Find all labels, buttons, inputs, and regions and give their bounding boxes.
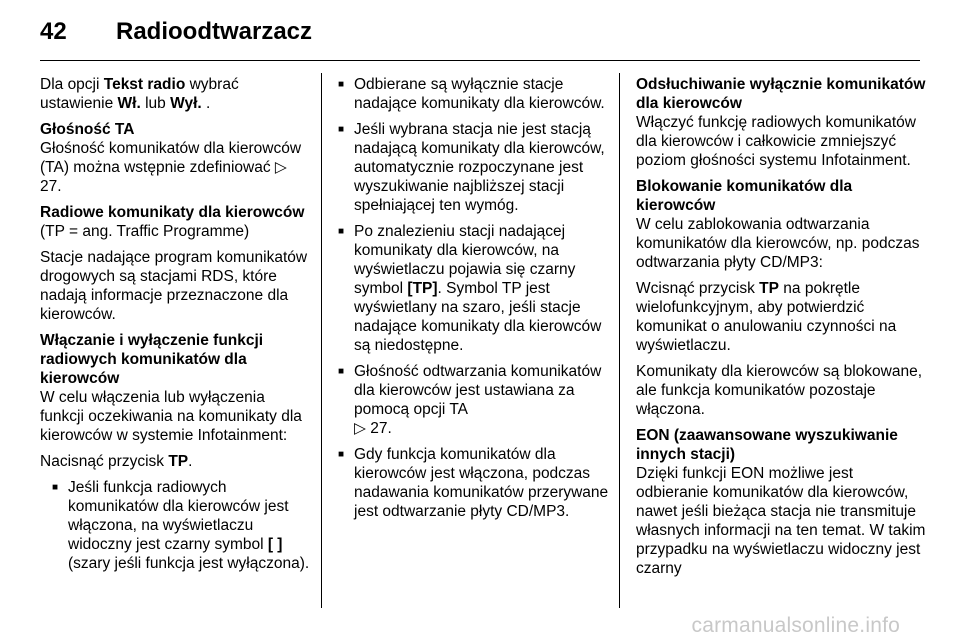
list-item: ■ Głośność odtwarzania komunikatów dla kierowców jest ustawiana za pomocą opcji TA ▷ 27. <box>338 362 610 438</box>
section-heading: EON (zaawansowane wyszukiwanie innych stacji) <box>636 427 898 463</box>
paragraph: (TP = ang. Traffic Programme) <box>40 223 250 240</box>
paragraph: Włączyć funkcję radiowych komunikatów dla kierowców i całkowicie zmniejszyć poziom głośności systemu Infotainment. <box>636 114 916 169</box>
paragraph: Wcisnąć przycisk TP na pokrętle wielofunkcyjnym, aby potwierdzić komunikat o anulowaniu czynności na wyświetlaczu. <box>636 280 897 354</box>
paragraph: Dla opcji Tekst radio wybrać ustawienie Wł. lub Wył. . <box>40 76 239 112</box>
paragraph: Stacje nadające program komunikatów drogowych są stacjami RDS, które nadają informacje przeznaczone dla kierowców. <box>40 249 308 323</box>
column-divider <box>321 73 322 608</box>
section-heading: Radiowe komunikaty dla kierowców <box>40 204 305 221</box>
column-1 <box>40 75 310 580</box>
list-item: ■ Odbierane są wyłącznie stacje nadające komunikaty dla kierowców. <box>338 75 610 113</box>
page-reference-arrow-icon: ▷ <box>274 159 287 176</box>
paragraph: W celu zablokowania odtwarzania komunikatów dla kierowców, np. podczas odtwarzania płyty CD/MP3: <box>636 216 920 271</box>
section-heading: Głośność TA <box>40 121 135 138</box>
page-header <box>40 14 312 50</box>
paragraph: Komunikaty dla kierowców są blokowane, ale funkcja komunikatów pozostaje włączona. <box>636 363 923 418</box>
page-reference-arrow-icon: ▷ <box>354 420 366 437</box>
page-title: Radioodtwarzacz <box>116 18 313 45</box>
section-heading: Włączanie i wyłączenie funkcji radiowych komunikatów dla kierowców <box>40 332 264 387</box>
section-heading: Blokowanie komunikatów dla kierowców <box>636 178 853 214</box>
column-2 <box>338 75 610 528</box>
paragraph: Nacisnąć przycisk TP. <box>40 453 193 470</box>
paragraph: Dzięki funkcji EON możliwe jest odbieranie komunikatów dla kierowców, nawet jeśli bieżąca stacja nie transmituje własnych informacji na ten temat. W takim przypadku na wyświetlaczu widoczny jest czarny <box>636 465 926 577</box>
section-heading: Odsłuchiwanie wyłącznie komunikatów dla kierowców <box>636 76 926 112</box>
list-item: ■ Jeśli funkcja radiowych komunikatów dla kierowców jest włączona, na wyświetlaczu widoczny jest czarny symbol [ ] (szary jeśli funkcja jest wyłączona). <box>52 478 310 573</box>
list-item: ■ Jeśli wybrana stacja nie jest stacją nadającą komunikaty dla kierowców, automatycznie rozpoczynane jest wyszukiwanie najbliższej stacji spełniającej ten wymóg. <box>338 120 610 215</box>
column-3 <box>636 75 926 585</box>
paragraph: W celu włączenia lub wyłączenia funkcji oczekiwania na komunikaty dla kierowców w systemie Infotainment: <box>40 389 302 444</box>
list-item: ■ Po znalezieniu stacji nadającej komunikaty dla kierowców, na wyświetlaczu pojawia się czarny symbol [TP]. Symbol TP jest wyświetlany na szaro, jeśli stacje nadające komunikaty dla kierowców są niedostępne. <box>338 222 610 355</box>
column-divider <box>619 73 620 608</box>
header-rule <box>40 60 920 61</box>
list-item: ■ Gdy funkcja komunikatów dla kierowców jest włączona, podczas nadawania komunikatów przerywane jest odtwarzanie płyty CD/MP3. <box>338 445 610 521</box>
page-number: 42 <box>40 18 67 45</box>
watermark: carmanualsonline.info <box>691 614 900 637</box>
paragraph: Głośność komunikatów dla kierowców (TA) można wstępnie zdefiniować ▷ 27. <box>40 140 302 195</box>
